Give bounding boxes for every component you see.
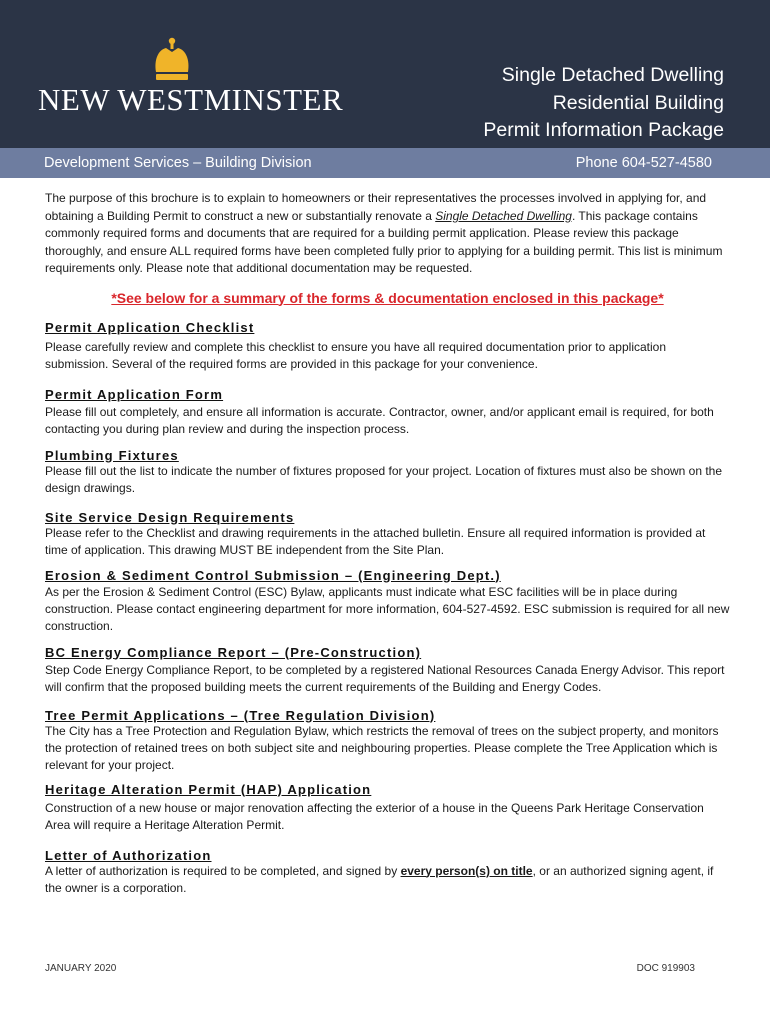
intro-text-before: The purpose of this brochure is to explain to homeowners or their representatives the processes involved in applying for, and obtaining a Building Permit to construct a new or substantially renovate a [45,191,707,223]
division-bar [0,148,770,178]
footer-doc-number: DOC 919903 [636,963,695,974]
section-title: Erosion & Sediment Control Submission – (Engineering Dept.) [45,567,501,583]
authorization-emphasis: every person(s) on title [400,863,533,878]
division-name: Development Services – Building Division [44,155,312,171]
section-authorization [45,848,730,897]
intro-link-text: Single Detached Dwelling [435,208,572,223]
section-checklist [45,320,730,373]
section-title: Permit Application Checklist [45,319,255,335]
section-body: Please refer to the Checklist and drawing requirements in the attached bulletin. Ensure all required information is provided at time of application. This drawing MUST BE independent from the Site Plan. [45,525,706,557]
intro-paragraph [45,190,730,278]
section-erosion-control [45,568,730,635]
header-banner [0,0,770,148]
section-title: BC Energy Compliance Report – (Pre-Construction) [45,644,422,660]
section-body: Please fill out the list to indicate the number of fixtures proposed for your project. Location of fixtures must also be shown on the design drawings. [45,463,723,495]
section-title: Plumbing Fixtures [45,447,179,463]
section-body [45,863,730,897]
section-title: Tree Permit Applications – (Tree Regulation Division) [45,707,436,723]
section-site-service [45,510,730,559]
section-title: Heritage Alteration Permit (HAP) Application [45,781,372,797]
section-body: As per the Erosion & Sediment Control (ESC) Bylaw, applicants must indicate what ESC facilities will be in place during construction. Please contact engineering department for more information, 604-527-4592. ESC submission is required for all new construction. [45,584,730,633]
phone-number: Phone 604-527-4580 [575,155,712,171]
section-application-form [45,387,730,438]
section-plumbing [45,448,730,497]
title-line-3: Permit Information Package [483,119,724,141]
section-title: Site Service Design Requirements [45,509,295,525]
section-body: Construction of a new house or major renovation affecting the exterior of a house in the Queens Park Heritage Conservation Area will require a Heritage Alteration Permit. [45,800,704,832]
section-title: Letter of Authorization [45,847,212,863]
section-heritage [45,782,730,834]
logo-wordmark: NEW WESTMINSTER [38,82,344,117]
authorization-text-before: A letter of authorization is required to be completed, and signed by [45,863,401,878]
section-tree-permit [45,708,730,774]
section-body: Step Code Energy Compliance Report, to be completed by a registered National Resources Canada Energy Advisor. This report will confirm that the proposed building meets the current requirements of the Building and Energy Codes. [45,662,725,694]
section-body: Please fill out completely, and ensure all information is accurate. Contractor, owner, and/or applicant email is required, for both contacting you during plan review and during the inspection process. [45,404,714,436]
title-line-2: Residential Building [552,91,724,114]
authorization-text-after: , or an authorized signing agent, if the owner is a corporation. [45,863,714,895]
summary-heading: *See below for a summary of the forms & documentation enclosed in this package* [111,289,664,306]
intro-text-after: . This package contains commonly required forms and documents that are required for a building permit application. Please review this package thoroughly, and ensure ALL required forms have been completed fully prior to applying for a building permit. This list is minimum requirements only. Please note that additional documentation may be requested. [45,208,723,275]
section-body: Please carefully review and complete this checklist to ensure you have all required documentation prior to application submission. Several of the required forms are provided in this package for your convenience. [45,339,667,371]
main-content [45,190,730,897]
section-energy-report [45,645,730,696]
footer-date: JANUARY 2020 [45,963,117,974]
title-line-1: Single Detached Dwelling [501,64,724,86]
section-title: Permit Application Form [45,386,224,402]
section-body: The City has a Tree Protection and Regulation Bylaw, which restricts the removal of trees on the subject property, and monitors the protection of retained trees on both subject site and neighbouring properties. Please complete the Tree Application which is relevant for your project. [45,723,719,772]
crown-icon [148,36,196,84]
package-title [483,62,724,145]
